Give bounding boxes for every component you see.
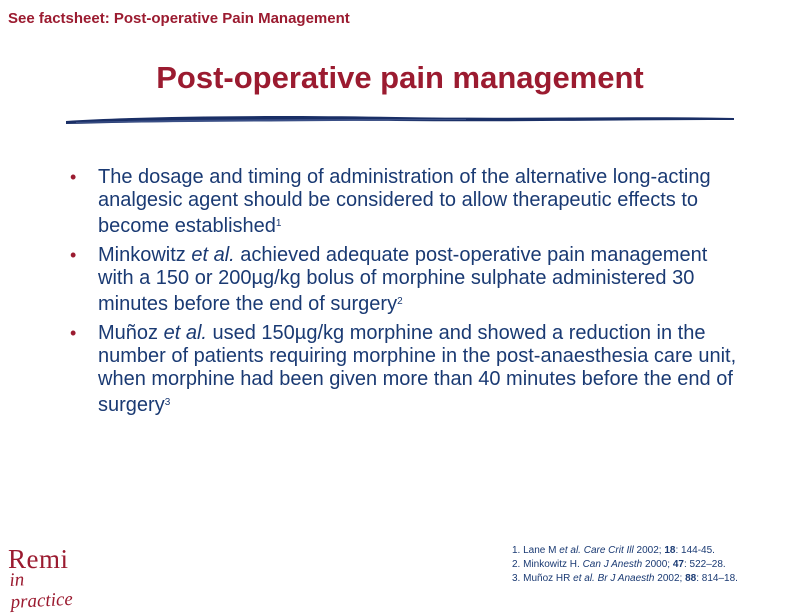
reference-author: 3. Muñoz HR: [512, 573, 574, 584]
reference-volume: 47: [672, 559, 684, 570]
bullet-text-cont: achieved adequate post-operative pain management with a 150 or 200µg/kg bolus of morphine sulphate administered 30 minutes before the end of surgery: [98, 244, 708, 315]
reference-marker: 3: [164, 397, 171, 408]
reference-item: [512, 572, 738, 586]
reference-item: [512, 558, 738, 572]
title-underline-brush: [66, 113, 734, 127]
reference-marker: 2: [397, 296, 403, 307]
et-al-text: et al.: [163, 322, 207, 344]
reference-pages: : 144-45.: [675, 545, 715, 556]
bullet-item: [67, 322, 747, 417]
reference-journal: Care Crit Ill: [580, 545, 634, 556]
reference-pages: : 814–18.: [696, 573, 738, 584]
bullet-marker: •: [70, 245, 77, 265]
reference-year: 2002;: [633, 545, 665, 556]
bullet-list: [67, 166, 747, 423]
bullet-text: Minkowitz: [98, 244, 192, 266]
bullet-marker: •: [70, 167, 77, 187]
reference-journal: Br J Anaesth: [594, 573, 655, 584]
reference-et-al: et al.: [559, 545, 581, 556]
factsheet-link[interactable]: See factsheet: Post-operative Pain Management: [8, 10, 350, 27]
reference-volume: 88: [685, 573, 697, 584]
et-al-text: et al.: [191, 244, 235, 266]
reference-et-al: et al.: [573, 573, 595, 584]
reference-volume: 18: [664, 545, 676, 556]
reference-pages: : 522–28.: [683, 559, 726, 570]
reference-journal: Can J Anesth: [582, 559, 643, 570]
reference-year: 2002;: [654, 573, 686, 584]
reference-author: 2. Minkowitz H.: [512, 559, 583, 570]
bullet-marker: •: [70, 323, 77, 343]
bullet-item: [67, 244, 747, 316]
bullet-text: Muñoz: [98, 322, 164, 344]
reference-item: [512, 544, 738, 558]
logo-tagline: in practice: [8, 569, 74, 614]
bullet-text: The dosage and timing of administration of the alternative long-acting analgesic agent should be considered to allow therapeutic effects to become established: [98, 166, 711, 237]
reference-author: 1. Lane M: [512, 545, 560, 556]
bullet-item: [67, 166, 747, 238]
logo-name: Remi: [8, 544, 69, 574]
reference-list: [512, 544, 738, 586]
slide-title: Post-operative pain management: [156, 60, 644, 95]
reference-marker: 1: [275, 218, 282, 229]
reference-year: 2000;: [642, 559, 673, 570]
bullet-text-cont: used 150µg/kg morphine and showed a reduction in the number of patients requiring morphine in the post-anaesthesia care unit, when morphine had been given more than 40 minutes before the end of surgery: [98, 322, 737, 416]
remi-logo: [8, 544, 88, 614]
